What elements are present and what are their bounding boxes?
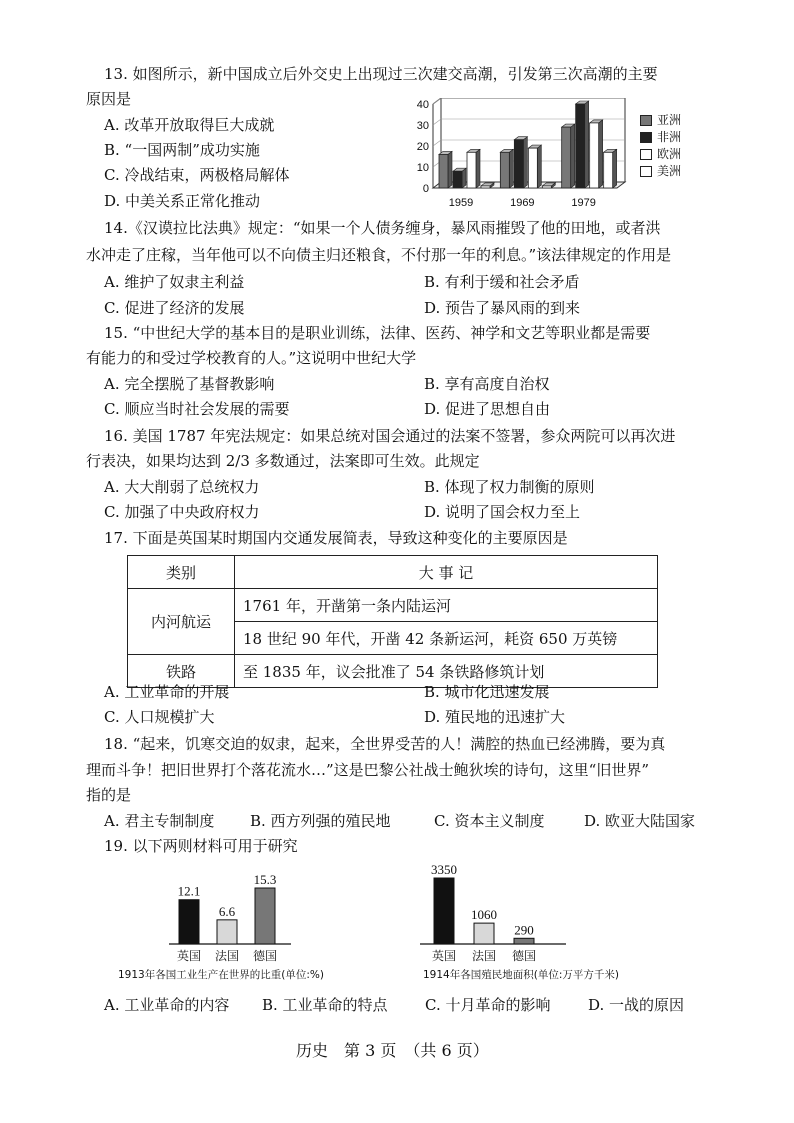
chart13-bar bbox=[590, 123, 599, 188]
chart13-bar bbox=[576, 104, 585, 188]
q16-stem-line1: 16. 美国 1787 年宪法规定：如果总统对国会通过的法案不签署，参众两院可以再次进 bbox=[104, 427, 676, 445]
q18-option-d: D. 欧亚大陆国家 bbox=[584, 812, 696, 830]
chart13-bar bbox=[453, 171, 462, 188]
q14-option-b: B. 有利于缓和社会矛盾 bbox=[424, 273, 580, 291]
q13-option-d: D. 中美关系正常化推动 bbox=[104, 192, 261, 210]
table-row bbox=[128, 589, 658, 622]
q15-stem-line1: 15. “中世纪大学的基本目的是职业训练，法律、医药、神学和文艺等职业都是需要 bbox=[104, 324, 651, 342]
q16-stem-line2: 行表决，如果均达到 2/3 多数通过，法案即可生效。此规定 bbox=[86, 452, 480, 470]
chart-category-label: 法国 bbox=[471, 949, 497, 963]
chart-bar bbox=[474, 923, 494, 944]
legend-item-asia: 亚洲 bbox=[640, 112, 681, 129]
q19-option-b: B. 工业革命的特点 bbox=[262, 996, 388, 1014]
chart-value-label: 290 bbox=[514, 922, 534, 938]
q13-option-a: A. 改革开放取得巨大成就 bbox=[104, 116, 275, 134]
chart13-bar-side bbox=[476, 149, 480, 188]
legend-item-africa: 非洲 bbox=[640, 129, 681, 146]
q19-stem: 19. 以下两则材料可用于研究 bbox=[104, 837, 298, 855]
table-cell-category: 内河航运 bbox=[128, 589, 235, 655]
q13-stem-line2: 原因是 bbox=[86, 90, 132, 108]
chart13-bar-side bbox=[537, 145, 541, 188]
chart-bar bbox=[255, 888, 275, 944]
chart13-bar-side bbox=[585, 101, 589, 188]
q19-option-d: D. 一战的原因 bbox=[588, 996, 685, 1014]
chart-bar bbox=[217, 920, 237, 944]
q15-stem-line2: 有能力的和受过学校教育的人。”这说明中世纪大学 bbox=[86, 349, 417, 367]
q15-option-d: D. 促进了思想自由 bbox=[424, 400, 551, 418]
q15-option-a: A. 完全摆脱了基督教影响 bbox=[104, 375, 275, 393]
q14-stem-line2: 水冲走了庄稼，当年他可以不向债主归还粮食，不付那一年的利息。”该法律规定的作用是 bbox=[86, 246, 672, 264]
q16-option-a: A. 大大削弱了总统权力 bbox=[104, 478, 260, 496]
page-footer: 历史 第 3 页 （共 6 页） bbox=[296, 1041, 489, 1060]
table-cell-event: 1761 年，开凿第一条内陆运河 bbox=[235, 589, 658, 622]
table-header-category: 类别 bbox=[128, 556, 235, 589]
q17-option-a: A. 工业革命的开展 bbox=[104, 683, 230, 701]
q18-option-a: A. 君主专制制度 bbox=[104, 812, 215, 830]
q15-option-c: C. 顺应当时社会发展的需要 bbox=[104, 400, 290, 418]
chart13-bar bbox=[439, 154, 448, 188]
chart13-y-tick-label: 0 bbox=[422, 183, 429, 195]
q13-option-c: C. 冷战结束，两极格局解体 bbox=[104, 166, 290, 184]
chart-category-label: 法国 bbox=[214, 949, 240, 963]
diplomacy-bar-chart bbox=[405, 98, 637, 210]
chart2-caption: 1914年各国殖民地面积(单位:万平方千米) bbox=[423, 969, 619, 981]
q18-stem-line2: 理而斗争！把旧世界打个落花流水…”这是巴黎公社战士鲍狄埃的诗句，这里“旧世界” bbox=[86, 761, 650, 779]
legend-item-america: 美洲 bbox=[640, 163, 681, 180]
q18-option-c: C. 资本主义制度 bbox=[434, 812, 545, 830]
chart-bar bbox=[514, 938, 534, 944]
q16-option-d: D. 说明了国会权力至上 bbox=[424, 503, 581, 521]
table-header-row bbox=[128, 556, 658, 589]
table-cell-category: 铁路 bbox=[128, 655, 235, 688]
chart-bar bbox=[179, 900, 199, 944]
q18-option-b: B. 西方列强的殖民地 bbox=[250, 812, 391, 830]
chart13-gridline bbox=[433, 98, 625, 104]
chart-value-label: 1060 bbox=[471, 907, 497, 923]
chart13-y-tick-label: 20 bbox=[416, 141, 429, 153]
chart13-x-tick-label: 1969 bbox=[510, 197, 535, 209]
chart-category-label: 德国 bbox=[252, 949, 278, 963]
chart13-y-tick-label: 30 bbox=[416, 120, 429, 132]
chart-value-label: 12.1 bbox=[177, 883, 201, 899]
chart-value-label: 15.3 bbox=[253, 872, 277, 887]
q14-option-a: A. 维护了奴隶主利益 bbox=[104, 273, 245, 291]
q17-stem: 17. 下面是英国某时期国内交通发展简表，导致这种变化的主要原因是 bbox=[104, 529, 568, 547]
q17-option-c: C. 人口规模扩大 bbox=[104, 708, 215, 726]
chart-value-label: 3350 bbox=[431, 862, 457, 877]
table-header-events: 大 事 记 bbox=[235, 556, 658, 589]
chart13-bar bbox=[481, 186, 490, 188]
colony-area-bar-chart bbox=[418, 862, 568, 966]
chart-category-label: 英国 bbox=[431, 949, 457, 963]
q17-option-d: D. 殖民地的迅速扩大 bbox=[424, 708, 566, 726]
chart13-bar bbox=[562, 127, 571, 188]
q14-option-c: C. 促进了经济的发展 bbox=[104, 299, 245, 317]
q17-option-b: B. 城市化迅速发展 bbox=[424, 683, 550, 701]
chart13-bar-side bbox=[448, 151, 452, 188]
legend-item-europe: 欧洲 bbox=[640, 146, 681, 163]
chart13-bar-side bbox=[509, 149, 513, 188]
q16-option-c: C. 加强了中央政府权力 bbox=[104, 503, 260, 521]
chart-bar bbox=[434, 878, 454, 944]
q19-option-a: A. 工业革命的内容 bbox=[104, 996, 230, 1014]
q19-option-c: C. 十月革命的影响 bbox=[425, 996, 551, 1014]
q14-stem-line1: 14.《汉谟拉比法典》规定：“如果一个人债务缠身，暴风雨摧毁了他的田地，或者洪 bbox=[104, 219, 661, 237]
chart13-bar-side bbox=[523, 137, 527, 188]
chart-category-label: 英国 bbox=[176, 949, 202, 963]
chart-value-label: 6.6 bbox=[218, 903, 236, 919]
chart13-bar bbox=[528, 148, 537, 188]
chart13-x-tick-label: 1979 bbox=[571, 197, 596, 209]
chart13-bar-side bbox=[462, 168, 466, 188]
chart13-bar bbox=[514, 140, 523, 188]
q15-option-b: B. 享有高度自治权 bbox=[424, 375, 550, 393]
chart13-x-tick-label: 1959 bbox=[448, 197, 474, 209]
q14-option-d: D. 预告了暴风雨的到来 bbox=[424, 299, 581, 317]
chart13-bar-side bbox=[599, 120, 603, 188]
chart-category-label: 德国 bbox=[511, 949, 537, 963]
chart13-legend bbox=[640, 112, 681, 180]
chart13-bar bbox=[542, 186, 551, 188]
chart13-y-tick-label: 40 bbox=[416, 99, 429, 111]
table-cell-event: 18 世纪 90 年代，开凿 42 条新运河，耗资 650 万英镑 bbox=[235, 622, 658, 655]
chart13-bar-side bbox=[571, 124, 575, 188]
table-cell-event: 至 1835 年，议会批准了 54 条铁路修筑计划 bbox=[235, 655, 658, 688]
chart13-bar bbox=[467, 152, 476, 188]
q13-stem-line1: 13. 如图所示，新中国成立后外交史上出现过三次建交高潮，引发第三次高潮的主要 bbox=[104, 65, 658, 83]
q18-stem-line3: 指的是 bbox=[86, 786, 132, 804]
q18-stem-line1: 18. “起来，饥寒交迫的奴隶，起来，全世界受苦的人！满腔的热血已经沸腾，要为真 bbox=[104, 735, 666, 753]
chart13-bar bbox=[500, 152, 509, 188]
chart13-bar bbox=[604, 152, 613, 188]
industry-share-bar-chart bbox=[165, 868, 295, 966]
chart13-bar-side bbox=[613, 149, 617, 188]
transport-table bbox=[127, 555, 658, 688]
q16-option-b: B. 体现了权力制衡的原则 bbox=[424, 478, 595, 496]
q13-option-b: B. “一国两制”成功实施 bbox=[104, 141, 260, 159]
chart13-y-tick-label: 10 bbox=[416, 162, 429, 174]
chart1-caption: 1913年各国工业生产在世界的比重(单位:%) bbox=[118, 969, 324, 981]
